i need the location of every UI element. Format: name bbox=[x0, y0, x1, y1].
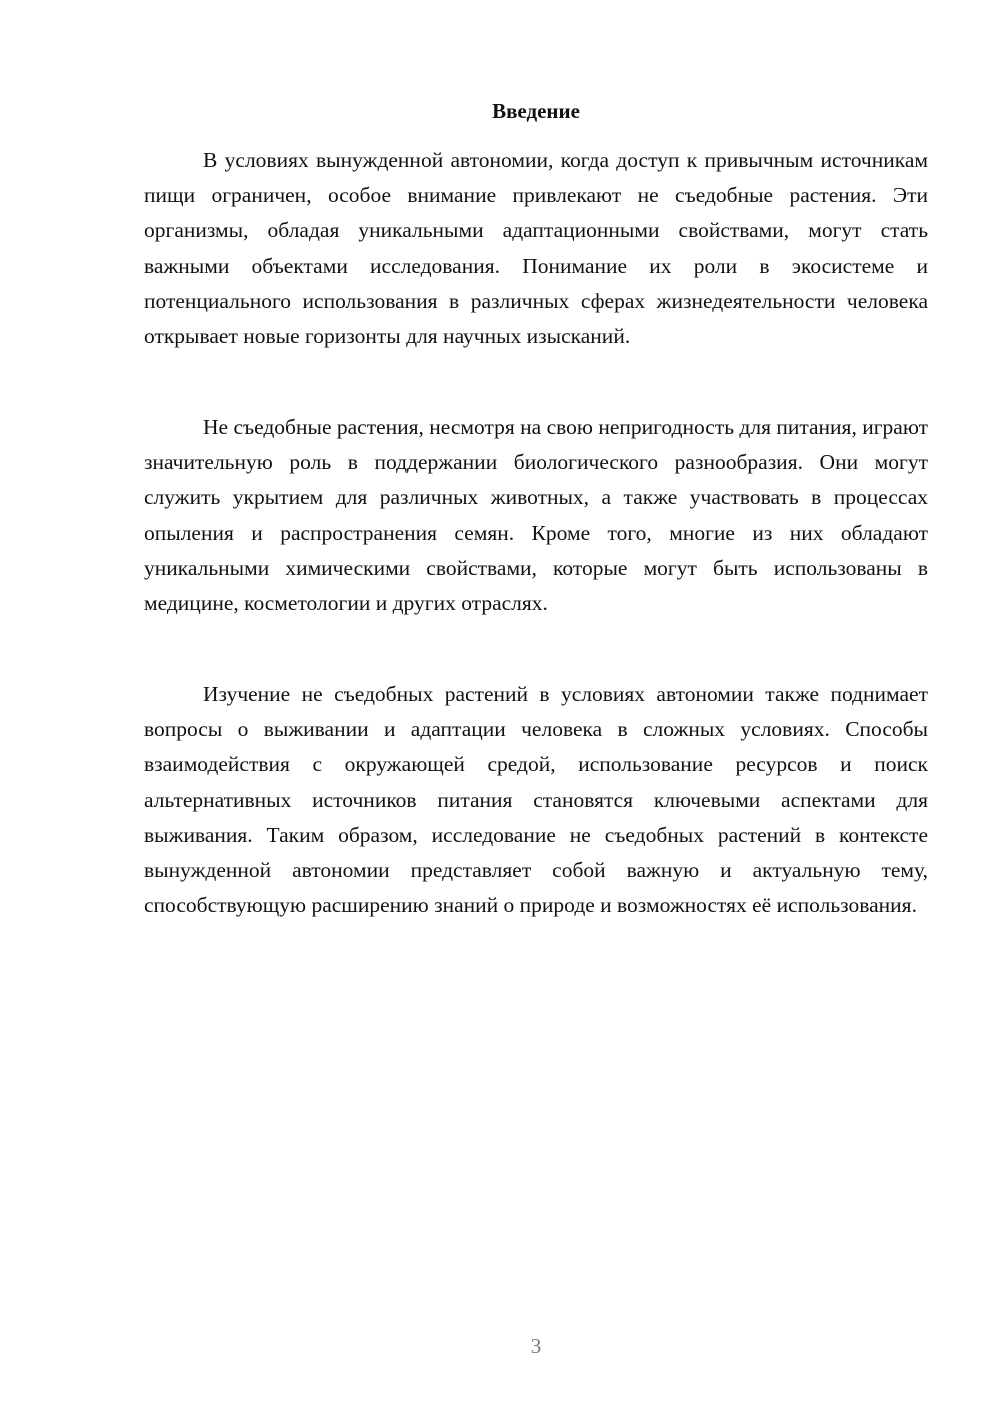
paragraph-3: Изучение не съедобных растений в условиях автономии также поднимает вопросы о выживании и адаптации человека в сложных условиях. Способы взаимодействия с окружающей средой, использование ресурсов и поиск альтернативных источников питания становятся ключевыми аспектами для выживания. Таким образом, исследование не съедобных растений в контексте вынужденной автономии представляет собой важную и актуальную тему, способствующую расширению знаний о природе и возможностях её использования. bbox=[144, 682, 928, 918]
paragraph-1: В условиях вынужденной автономии, когда доступ к привычным источникам пищи ограничен, особое внимание привлекают не съедобные растения. Эти организмы, обладая уникальными адаптационными свойствами, могут стать важными объектами исследования. Понимание их роли в экосистеме и потенциального использования в различных сферах жизнедеятельности человека открывает новые горизонты для научных изысканий. bbox=[144, 148, 928, 349]
section-heading: Введение bbox=[492, 99, 580, 123]
paragraph-2: Не съедобные растения, несмотря на свою непригодность для питания, играют значительную роль в поддержании биологического разнообразия. Они могут служить укрытием для различных животных, а также участвовать в процессах опыления и распространения семян. Кроме того, многие из них обладают уникальными химическими свойствами, которые могут быть использованы в медицине, косметологии и других отраслях. bbox=[144, 415, 928, 616]
page-number: 3 bbox=[530, 1334, 542, 1358]
